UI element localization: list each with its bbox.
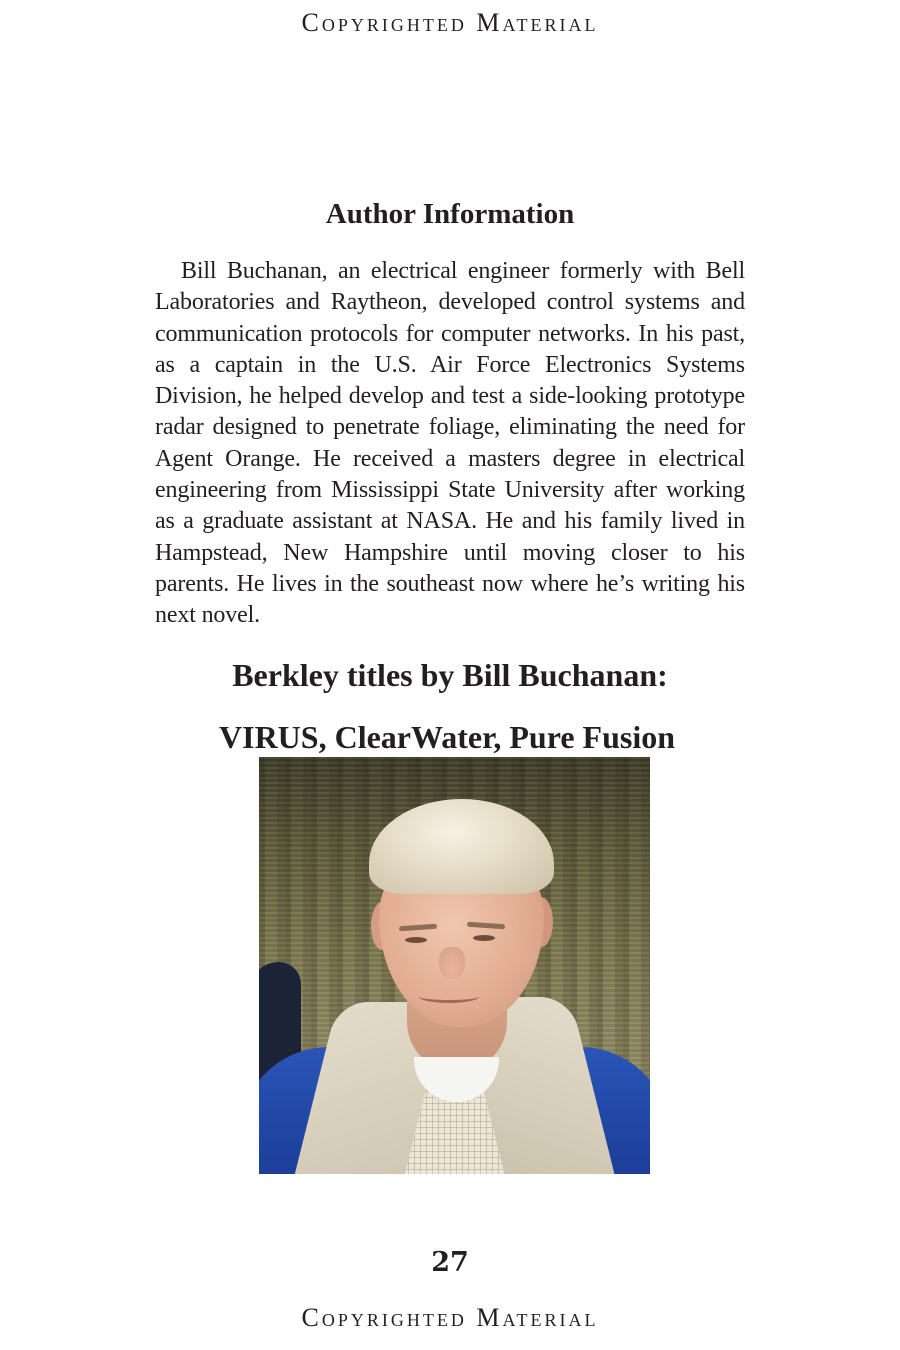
author-photo: [259, 757, 650, 1174]
hair: [369, 799, 554, 894]
titles-list: VIRUS, ClearWater, Pure Fusion: [219, 719, 675, 755]
page-number: 27: [431, 1247, 469, 1278]
eye-left: [405, 937, 427, 943]
copyright-footer: Copyrighted Material: [301, 1303, 599, 1332]
nose: [439, 947, 465, 979]
copyright-header: Copyrighted Material: [301, 8, 599, 37]
author-bio-paragraph: Bill Buchanan, an electrical engineer formerly with Bell Laboratories and Raytheon, developed control systems and communication protocols for computer networks. In his past, as a captain in the U.S. Air Force Electronics Systems Division, he helped develop and test a side-looking prototype radar designed to penetrate foliage, eliminating the need for Agent Orange. He received a masters degree in electrical engineering from Mississippi State University after working as a graduate assistant at NASA. He and his family lived in Hampstead, New Hampshire until moving closer to his parents. He lives in the southeast now where he’s writing his next novel.: [155, 258, 745, 629]
smile: [419, 990, 479, 1003]
author-information-heading: Author Information: [325, 198, 575, 230]
berkley-titles-heading: Berkley titles by Bill Buchanan:: [232, 657, 668, 693]
eye-right: [473, 935, 495, 941]
